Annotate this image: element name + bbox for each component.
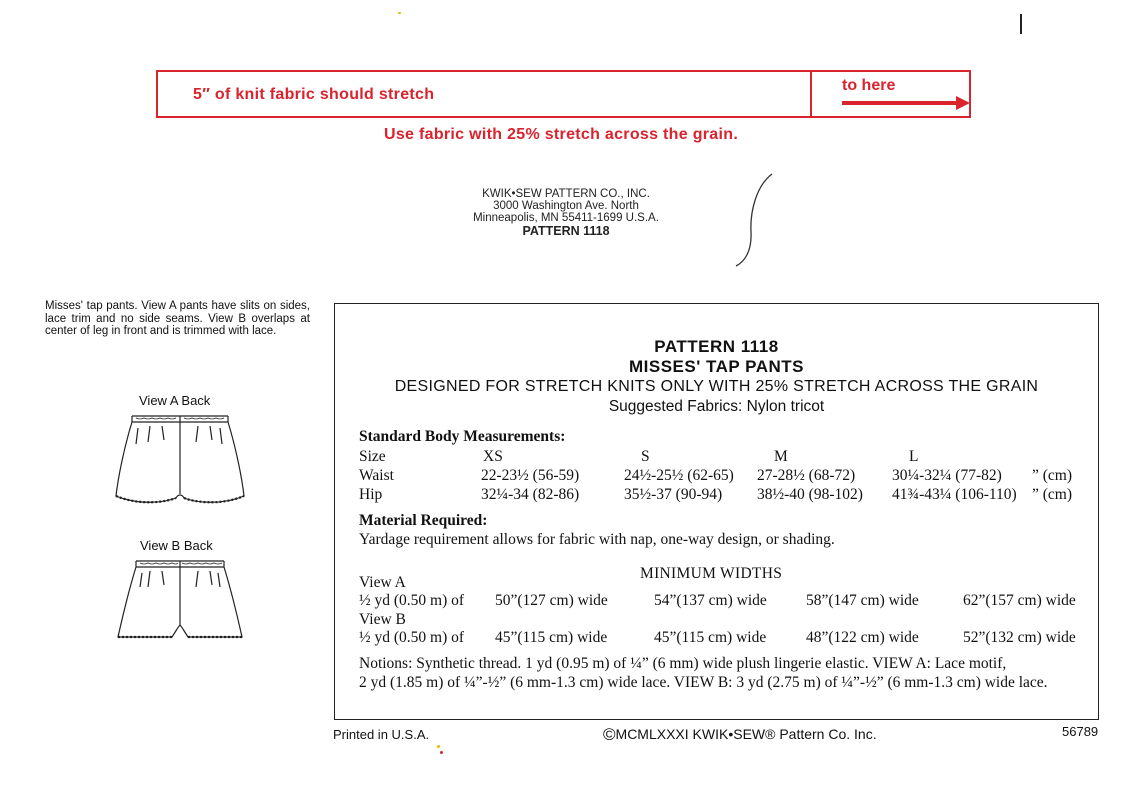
notions-line-2: 2 yd (1.85 m) of ¼”-½” (6 mm-1.3 cm) wide lace. VIEW B: 3 yd (2.75 m) of ¼”-½” (6 mm-1.3 cm) wide lace. bbox=[359, 674, 1048, 691]
gauge-left-text: 5″ of knit fabric should stretch bbox=[193, 86, 435, 103]
suggested-fabrics: Suggested Fabrics: Nylon tricot bbox=[608, 398, 825, 415]
size-header: XS bbox=[483, 448, 503, 465]
width-value: 45”(115 cm) wide bbox=[654, 629, 767, 646]
corner-mark bbox=[1020, 14, 1022, 34]
notions-line-1: Notions: Synthetic thread. 1 yd (0.95 m) of ¼” (6 mm) wide plush lingerie elastic. VIEW A: Lace motif, bbox=[359, 655, 1007, 672]
width-value: 54”(137 cm) wide bbox=[654, 592, 767, 609]
gauge-right-text: to here bbox=[842, 77, 896, 94]
width-value: 48”(122 cm) wide bbox=[806, 629, 919, 646]
copyright-text: MCMLXXXI KWIK•SEW® Pattern Co. Inc. bbox=[615, 726, 877, 742]
designed-for-note: DESIGNED FOR STRETCH KNITS ONLY WITH 25% STRETCH ACROSS THE GRAIN bbox=[394, 378, 1039, 395]
pattern-description: Misses' tap pants. View A pants have slits on sides, lace trim and no side seams. View B overlaps at center of leg in front and is trimmed with lace. bbox=[45, 300, 310, 337]
hip-label: Hip bbox=[359, 486, 383, 503]
view-b-amount: ½ yd (0.50 m) of bbox=[359, 629, 465, 646]
envelope-flap-line bbox=[734, 172, 774, 268]
copyright-notice bbox=[603, 725, 877, 745]
size-header: S bbox=[641, 448, 650, 465]
catalog-number: 56789 bbox=[1062, 724, 1099, 739]
address-line-3: Minneapolis, MN 55411-1699 U.S.A. bbox=[473, 212, 659, 224]
waist-value: 30¼-32¼ (77-82) bbox=[892, 467, 1002, 484]
measurements-title: Standard Body Measurements: bbox=[359, 428, 566, 445]
width-value: 52”(132 cm) wide bbox=[963, 629, 1076, 646]
view-a-amount: ½ yd (0.50 m) of bbox=[359, 592, 465, 609]
width-value: 62”(157 cm) wide bbox=[963, 592, 1076, 609]
size-header: M bbox=[774, 448, 788, 465]
unit-label: ” (cm) bbox=[1032, 467, 1073, 484]
view-a-yardage-row bbox=[359, 574, 1099, 614]
hip-value: 35½-37 (90-94) bbox=[624, 486, 723, 503]
waist-value: 24½-25½ (62-65) bbox=[624, 467, 734, 484]
pattern-number: PATTERN 1118 bbox=[654, 337, 779, 356]
waist-value: 27-28½ (68-72) bbox=[757, 467, 856, 484]
view-b-yardage-row bbox=[359, 611, 1099, 651]
scan-speck bbox=[398, 12, 401, 14]
yardage-note: Yardage requirement allows for fabric with nap, one-way design, or shading. bbox=[359, 531, 835, 548]
hip-value: 41¾-43¼ (106-110) bbox=[892, 486, 1017, 503]
width-value: 58”(147 cm) wide bbox=[806, 592, 919, 609]
scan-speck bbox=[440, 751, 443, 754]
copyright-symbol: © bbox=[603, 725, 616, 744]
width-value: 50”(127 cm) wide bbox=[495, 592, 608, 609]
address-line-1: KWIK•SEW PATTERN CO., INC. bbox=[482, 188, 650, 200]
view-b-back-illustration bbox=[110, 553, 250, 653]
address-pattern: PATTERN 1118 bbox=[522, 224, 610, 238]
view-a-label: View A Back bbox=[139, 393, 211, 408]
hip-value: 32¼-34 (82-86) bbox=[481, 486, 580, 503]
size-header: L bbox=[909, 448, 919, 465]
unit-label: ” (cm) bbox=[1032, 486, 1073, 503]
printed-in-label: Printed in U.S.A. bbox=[333, 727, 430, 742]
view-a-label: View A bbox=[359, 574, 406, 591]
width-value: 45”(115 cm) wide bbox=[495, 629, 608, 646]
waist-label: Waist bbox=[359, 467, 394, 484]
view-a-back-illustration bbox=[110, 408, 250, 508]
material-title: Material Required: bbox=[359, 512, 488, 529]
company-address bbox=[456, 188, 676, 237]
size-label: Size bbox=[359, 448, 386, 465]
view-b-label: View B Back bbox=[140, 538, 213, 553]
minimum-widths-title: MINIMUM WIDTHS bbox=[640, 565, 783, 582]
gauge-divider bbox=[810, 72, 812, 116]
stretch-note: Use fabric with 25% stretch across the grain. bbox=[384, 126, 739, 143]
stretch-gauge bbox=[156, 70, 971, 118]
notions-text bbox=[359, 654, 1089, 692]
view-b-label: View B bbox=[359, 611, 406, 628]
pattern-name: MISSES' TAP PANTS bbox=[628, 357, 804, 376]
scan-speck bbox=[437, 745, 440, 748]
hip-value: 38½-40 (98-102) bbox=[757, 486, 863, 503]
waist-value: 22-23½ (56-59) bbox=[481, 467, 580, 484]
arrow-right-icon bbox=[842, 96, 970, 110]
address-line-2: 3000 Washington Ave. North bbox=[493, 200, 639, 212]
